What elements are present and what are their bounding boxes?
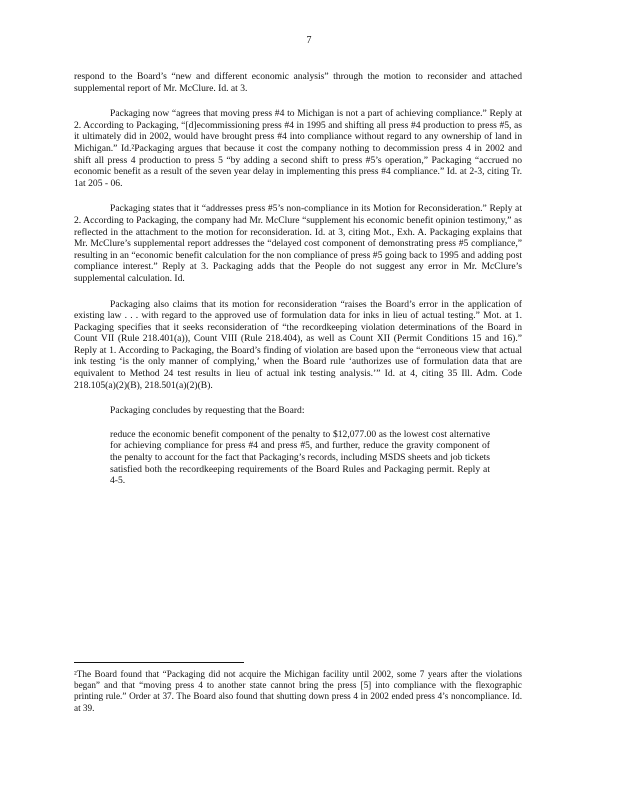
paragraph-press4-compliance: Packaging now “agrees that moving press #4 to Michigan is not a part of achieving compliance.” Reply at 2. According to Packaging, “[d]ecommissioning press #4 in 1995 and shifting all press #4 production to press #5, as it ultimately did in 2002, would have brought press #4 into compliance without regard to any ownership of land in Michigan.” Id.²Packaging argues that because it cost the company nothing to decommission press 4 in 2002 and shift all press 4 production to press 5 “by adding a second shift to press #5’s operation,” Packaging “accrued no economic benefit as a result of the seven year delay in implementing this press #4 compliance.” Id. at 2-3, citing Tr. 1at 205 - 06. (74, 108, 522, 189)
page-number: 7 (306, 35, 312, 46)
paragraph-press5-noncompliance: Packaging states that it “addresses press #5’s non-compliance in its Motion for Reconsideration.” Reply at 2. According to Packaging, the company had Mr. McClure “supplement his economic benefit opinion testimony,” as reflected in the attachment to the motion for reconsideration. Id. at 3, citing Mot., Exh. A. Packaging explains that Mr. McClure’s supplemental report addresses the “delayed cost component of demonstrating press #5 compliance,” resulting in an “economic benefit calculation for the non compliance of press #5 going back to 1995 and adding post compliance interest.” Reply at 3. Packaging adds that the People do not suggest any error in Mr. McClure’s supplemental calculation. Id. (74, 203, 522, 284)
footnote-divider (74, 662, 244, 663)
paragraph-continuation: respond to the Board’s “new and different economic analysis” through the motion to reconsider and attached supplemental report of Mr. McClure. Id. at 3. (74, 71, 522, 94)
paragraph-conclusion-intro: Packaging concludes by requesting that the Board: (110, 405, 305, 417)
paragraph-recordkeeping-claim: Packaging also claims that its motion for reconsideration “raises the Board’s error in the application of existing law . . . with regard to the approved use of formulation data for inks in lieu of actual testing.” Mot. at 1. Packaging specifies that it seeks reconsideration of “the recordkeeping violation determinations of the Board in Count VII (Rule 218.401(a)), Count VIII (Rule 218.404), as well as Count XII (Permit Conditions 15 and 16).” Reply at 1. According to Packaging, the Board’s finding of violation are based upon the “erroneous view that actual ink testing ‘is the only manner of complying,’ when the Board rule ‘authorizes use of formulation data that are equivalent to Method 24 test results in lieu of actual ink testing analysis.’” Id. at 4, citing 35 Ill. Adm. Code 218.105(a)(2)(B), 218.501(a)(2)(B). (74, 298, 522, 391)
document-body (74, 71, 522, 487)
block-quote-request: reduce the economic benefit component of the penalty to $12,077.00 as the lowest cost alternative for achieving compliance for press #4 and press #5, and further, reduce the gravity component of the penalty to account for the fact that Packaging’s records, including MSDS sheets and job tickets satisfied both the recordkeeping requirements of the Board Rules and Packaging permit. Reply at 4-5. (110, 428, 490, 487)
footnote-2: ²The Board found that “Packaging did not acquire the Michigan facility until 2002, some 7 years after the violations began” and that “moving press 4 to another state cannot bring the press [5] into compliance with the flexographic printing rule.” Order at 37. The Board also found that shutting down press 4 in 2002 ended press 4’s noncompliance. Id. at 39. (74, 669, 522, 713)
